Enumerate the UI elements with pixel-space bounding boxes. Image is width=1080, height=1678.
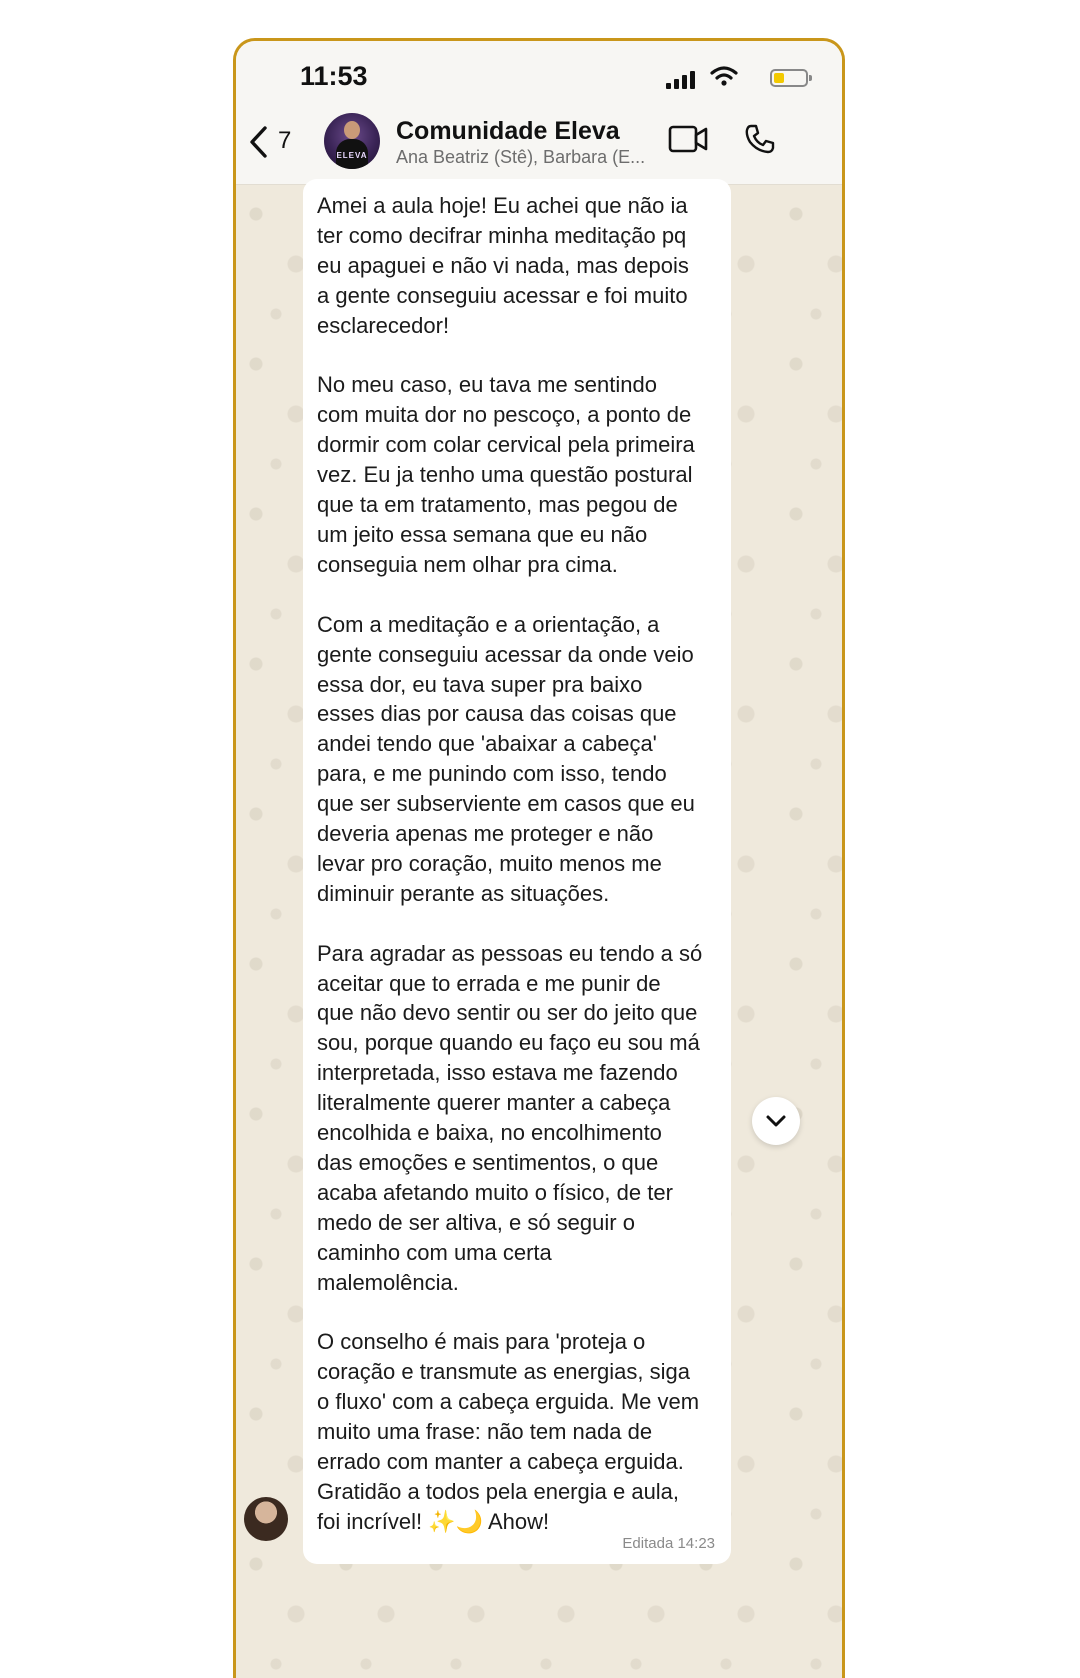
- battery-icon: [770, 69, 808, 87]
- signal-icon: [666, 69, 696, 89]
- back-icon[interactable]: [248, 125, 270, 159]
- unread-count[interactable]: 7: [278, 127, 292, 154]
- sender-avatar[interactable]: [244, 1497, 288, 1541]
- video-call-icon[interactable]: [668, 125, 708, 153]
- voice-call-icon[interactable]: [744, 123, 776, 155]
- wifi-icon: [710, 65, 738, 87]
- message-timestamp: Editada 14:23: [622, 1535, 715, 1552]
- scroll-down-button[interactable]: [752, 1097, 800, 1145]
- group-name[interactable]: Comunidade Eleva: [396, 117, 620, 145]
- phone-frame: [233, 38, 845, 1678]
- group-avatar[interactable]: [324, 113, 380, 169]
- status-time: 11:53: [300, 61, 368, 91]
- message-bubble[interactable]: [303, 179, 731, 1564]
- scroll-down-icon: [764, 1111, 788, 1131]
- message-text: Amei a aula hoje! Eu achei que não ia ter como decifrar minha meditação pq eu apaguei e não vi nada, mas depois a gente conseguiu acessar e foi muito esclarecedor! No meu caso, eu tava me sentindo com muita dor no pescoço, a ponto de dormir com colar cervical pela primeira vez. Eu ja tenho uma questão postural que ta em tratamento, mas pegou de um jeito essa semana que eu não conseguia nem olhar pra cima. Com a meditação e a orientação, a gente conseguiu acessar da onde veio essa dor, eu tava super pra baixo esses dias por causa das coisas que andei tendo que 'abaixar a cabeça' para, e me punindo com isso, tendo que ser subserviente em casos que eu deveria apenas me proteger e não levar pro coração, muito menos me diminuir perante as situações. Para agradar as pessoas eu tendo a só aceitar que to errada e me punir de que não devo sentir ou ser do jeito que sou, porque quando eu faço eu sou má interpretada, isso estava me fazendo literalmente querer manter a cabeça encolhida e baixa, no encolhimento das emoções e sentimentos, o que acaba afetando muito o físico, de ter medo de ser altiva, e só seguir o caminho com uma certa malemolência. O conselho é mais para 'proteja o coração e transmute as energias, siga o fluxo' com a cabeça erguida. Me vem muito uma frase: não tem nada de errado com manter a cabeça erguida. Gratidão a todos pela energia e aula, foi incrível! ✨🌙 Ahow!: [317, 193, 703, 1534]
- chat-header: [236, 41, 842, 185]
- avatar-label: ELEVA: [336, 151, 368, 160]
- group-members[interactable]: Ana Beatriz (Stê), Barbara (E...: [396, 147, 646, 167]
